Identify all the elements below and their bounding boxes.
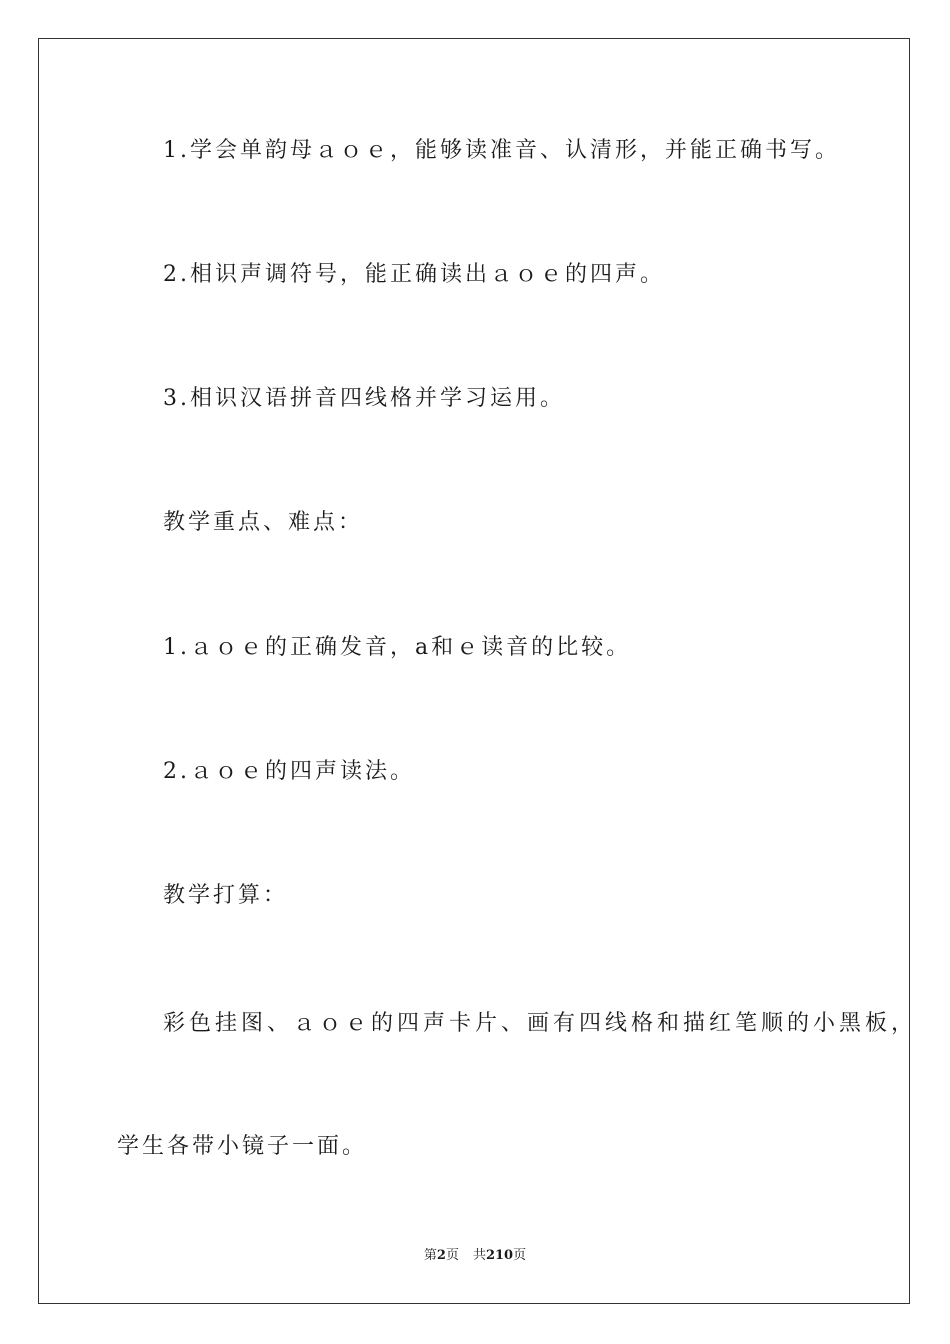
total-suffix: 页 (513, 1248, 527, 1263)
page-border (38, 38, 910, 1304)
objective-2: 2.相识声调符号，能正确读出ａｏｅ的四声。 (163, 262, 665, 287)
page-number: 2 (436, 1248, 446, 1263)
page-suffix: 页 (445, 1248, 459, 1263)
total-pages: 210 (485, 1248, 514, 1263)
objective-3: 3.相识汉语拼音四线格并学习运用。 (163, 386, 565, 411)
key-points-heading: 教学重点、难点： (163, 510, 364, 535)
key-point-2: 2.ａｏｅ的四声读法。 (163, 759, 415, 784)
preparation-line-2: 学生各带小镜子一面。 (117, 1134, 368, 1159)
key-point-1: 1.ａｏｅ的正确发音，a和ｅ读音的比较。 (163, 635, 632, 660)
preparation-line-1: 彩色挂图、ａｏｅ的四声卡片、画有四线格和描红笔顺的小黑板， (163, 1011, 918, 1036)
preparation-heading: 教学打算： (163, 883, 289, 908)
page-footer (0, 1246, 950, 1266)
total-prefix: 共 (472, 1248, 486, 1263)
page-prefix: 第 (423, 1248, 437, 1263)
objective-1: 1.学会单韵母ａｏｅ，能够读准音、认清形，并能正确书写。 (163, 138, 840, 163)
